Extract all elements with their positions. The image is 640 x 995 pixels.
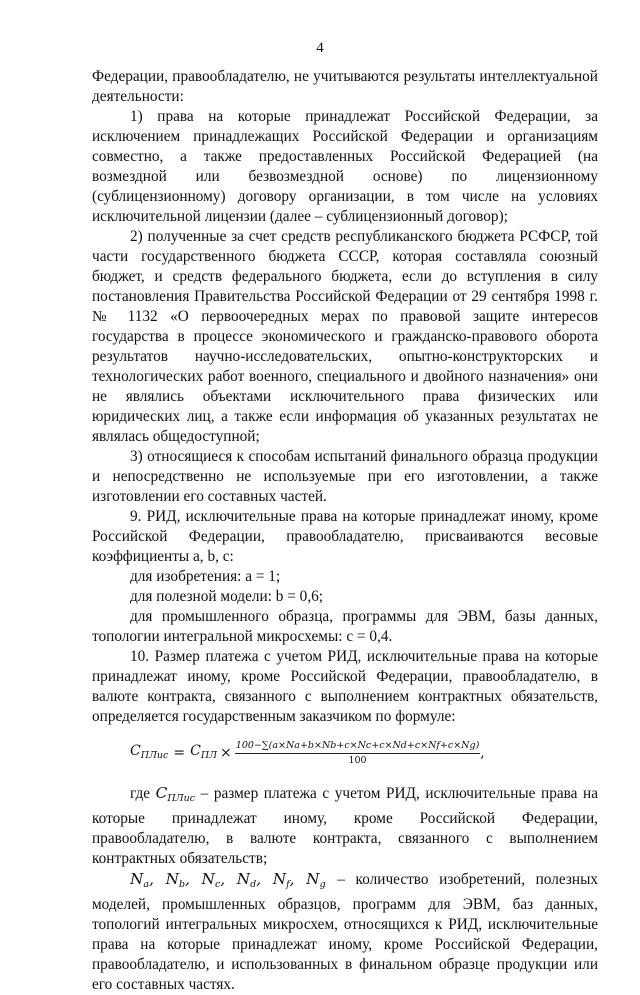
formula-base: $C_{ПЛ}$ — [190, 742, 218, 761]
page-number: 4 — [316, 40, 324, 56]
payment-formula — [92, 731, 598, 775]
n-variables-definition — [92, 869, 598, 995]
formula-times: × — [220, 745, 232, 761]
where-definition-2: – количество изобретений, полезных моделей, промышленных образцов, программ для ЭВМ, баз данных, топологий интегральных микросхем, относящихся к РИД, исключительные права на которые принадлежат иному, кроме Российской Федерации, правообладателю, и использованных в финальном образце продукции или его составных частях. — [92, 871, 598, 993]
paragraph-item-3: 3) относящиеся к способам испытаний финального образца продукции и непосредственно не используемые при его изготовлении, а также изготовлении его составных частей. — [92, 448, 598, 505]
var-n-g: $N_g$ — [306, 870, 326, 890]
formula-denominator: 100 — [348, 754, 367, 766]
var-c-pl-is: $C_{ПЛис}$ — [155, 784, 196, 804]
where-clause — [92, 783, 598, 869]
var-n-f: $N_f$ — [272, 870, 290, 890]
where-word: где — [130, 785, 151, 802]
paragraph-section-10: 10. Размер платежа с учетом РИД, исключительные права на которые принадлежат иному, кроме Российской Федерации, правообладателю, в валюте контракта, связанного с выполнением контрактных обязательств, определяется государственным заказчиком по формуле: — [92, 648, 598, 725]
formula-lhs: $C_{ПЛис}$ — [130, 742, 169, 761]
var-n-d: $N_d$ — [236, 870, 257, 890]
var-n-a: $N_a$ — [130, 870, 150, 890]
formula-numerator: 100−∑(a×Na+b×Nb+c×Nc+c×Nd+c×Nf+c×Ng) — [235, 740, 481, 754]
formula-equals: = — [173, 745, 186, 761]
paragraph-item-2: 2) полученные за счет средств республиканского бюджета РСФСР, той части государственного бюджета СССР, которая составляла союзный бюджет, и средств федерального бюджета, если до вступления в силу постановления Правительства Российской Федерации от 29 сентября 1998 г. № 1132 «О первоочередных мерах по правовой защите интересов государства в процессе экономического и гражданско-правового оборота результатов научно-исследовательских, опытно-конструкторских и технологических работ военного, специального и двойного назначения» они не являлись объектами исключительного права физических или юридических лиц, а также если информация об указанных результатах не являлась общедоступной; — [92, 228, 598, 445]
formula-fraction — [235, 740, 481, 767]
coefficient-industrial-design: для промышленного образца, программы для ЭВМ, базы данных, топологии интегральной микросхемы: c = 0,4. — [92, 608, 598, 645]
coefficient-invention: для изобретения: a = 1; — [130, 568, 281, 585]
paragraph-section-9: 9. РИД, исключительные права на которые принадлежат иному, кроме Российской Федерации, правообладателю, присваиваются весовые коэффициенты a, b, c: — [92, 508, 598, 565]
paragraph-intro: Федерации, правообладателю, не учитываются результаты интеллектуальной деятельности: — [92, 68, 598, 105]
coefficient-utility-model: для полезной модели: b = 0,6; — [130, 588, 324, 605]
var-n-c: $N_c$ — [201, 870, 221, 890]
paragraph-item-1: 1) права на которые принадлежат Российской Федерации, за исключением принадлежащих Российской Федерации и организациям совместно, а также предоставленных Российской Федерацией (на возмездной или безвозмездной основе) по лицензионному (сублицензионному) договору организации, в том числе на условиях исключительной лицензии (далее – сублицензионный договор); — [92, 108, 598, 225]
formula-end: , — [480, 745, 485, 761]
var-n-b: $N_b$ — [165, 870, 186, 890]
document-body — [92, 67, 598, 995]
where-definition-1: – размер платежа с учетом РИД, исключительные права на которые принадлежат иному, кроме Российской Федерации, правообладателю, в валюте контракта, связанного с выполнением контрактных обязательств; — [92, 785, 599, 867]
var-n-list: $N_a$, $N_b$, $N_c$, $N_d$, $N_f$, $N_g$ — [130, 870, 326, 890]
